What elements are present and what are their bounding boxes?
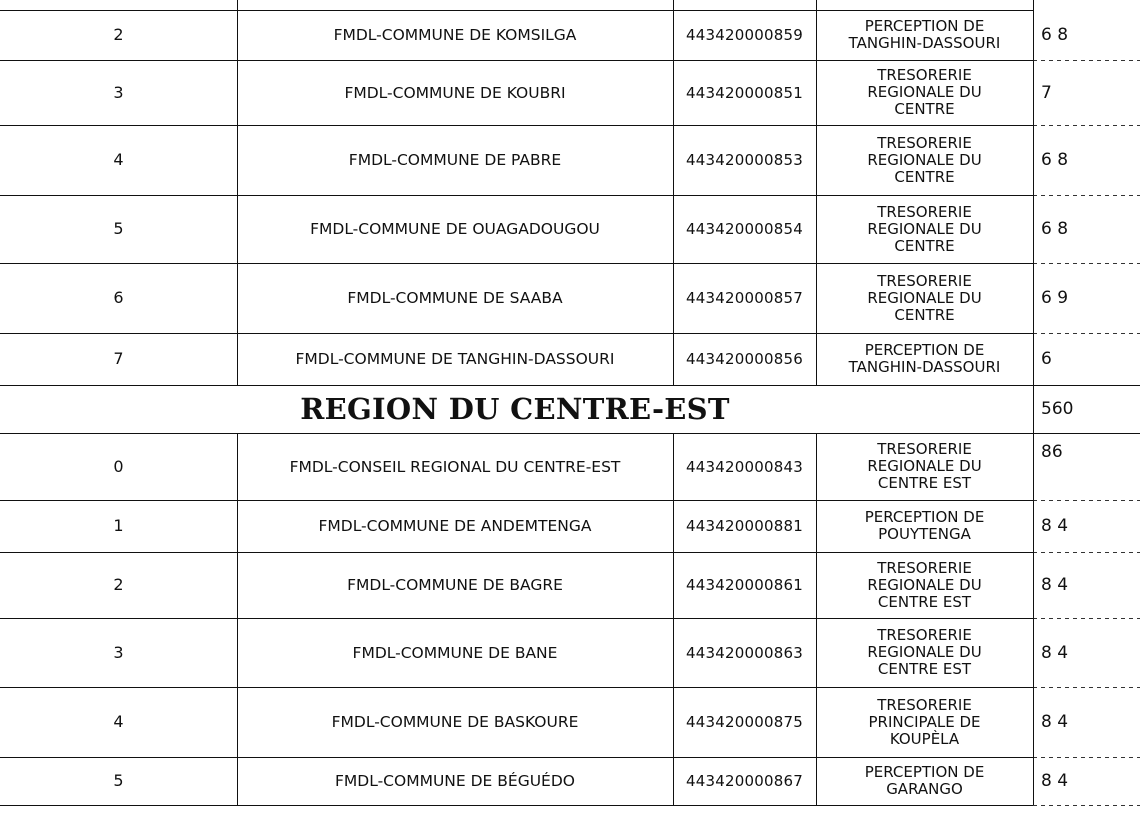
office-line: PERCEPTION DE (864, 341, 985, 359)
row-number: 3 (113, 82, 124, 102)
office-line: CENTRE EST (877, 474, 972, 492)
row-number: 4 (113, 150, 124, 169)
beneficiary-name: FMDL-COMMUNE DE PABRE (348, 151, 562, 169)
row-number: 5 (113, 771, 124, 790)
office-line: KOUPÈLA (889, 729, 960, 748)
beneficiary-name: FMDL-COMMUNE DE TANGHIN-DASSOURI (295, 350, 615, 368)
amount-cell: 8 4 (1041, 575, 1069, 595)
region-total: 560 (1041, 399, 1074, 419)
office-line: TANGHIN-DASSOURI (848, 34, 1001, 52)
account-number: 443420000853 (686, 151, 803, 169)
account-number: 443420000867 (686, 772, 803, 790)
office-line: TRESORERIE (877, 626, 972, 644)
office-line: TRESORERIE (877, 558, 972, 577)
office-line: REGIONALE DU (867, 457, 982, 475)
treasury-office-cell (816, 195, 1033, 263)
amount-cell: 6 8 (1041, 25, 1069, 45)
office-line: TRESORERIE (877, 66, 972, 84)
office-line: PERCEPTION DE (864, 508, 985, 526)
account-number: 443420000856 (686, 350, 803, 368)
office-line: CENTRE (894, 100, 955, 118)
account-number: 443420000863 (686, 643, 803, 662)
account-number: 443420000857 (686, 289, 803, 307)
office-line: TRESORERIE (877, 133, 972, 152)
treasury-office-cell (816, 263, 1033, 333)
office-line: CENTRE EST (877, 660, 972, 678)
row-number: 2 (113, 575, 124, 594)
office-line: POUYTENGA (878, 525, 971, 543)
account-number: 443420000843 (686, 457, 803, 476)
office-line: REGIONALE DU (867, 83, 982, 101)
account-number: 443420000859 (686, 26, 803, 44)
beneficiary-name: FMDL-COMMUNE DE ANDEMTENGA (318, 517, 592, 535)
treasury-office-cell (816, 60, 1033, 125)
table-rule-dashed (1033, 805, 1140, 806)
treasury-office-cell (816, 500, 1033, 552)
account-number: 443420000854 (686, 220, 803, 238)
treasury-office-cell (816, 10, 1033, 60)
office-line: TRESORERIE (877, 695, 972, 714)
office-line: PRINCIPALE DE (868, 712, 981, 731)
office-line: REGIONALE DU (867, 575, 982, 594)
beneficiary-name: FMDL-COMMUNE DE BÉGUÉDO (335, 772, 575, 790)
amount-cell: 6 9 (1041, 288, 1069, 308)
office-line: CENTRE (894, 167, 955, 186)
office-line: REGIONALE DU (867, 219, 982, 238)
row-number: 0 (113, 456, 124, 476)
row-number: 7 (113, 349, 124, 368)
amount-cell: 8 4 (1041, 771, 1069, 791)
row-number: 3 (113, 642, 124, 662)
table-rule (0, 805, 1033, 806)
row-number: 5 (113, 219, 124, 238)
office-line: CENTRE EST (877, 592, 972, 611)
account-number: 443420000861 (686, 576, 803, 594)
beneficiary-name: FMDL-COMMUNE DE KOMSILGA (333, 26, 577, 44)
region-heading: REGION DU CENTRE-EST (300, 392, 730, 426)
beneficiary-name: FMDL-CONSEIL REGIONAL DU CENTRE-EST (289, 457, 621, 476)
treasury-office-cell (816, 757, 1033, 805)
office-line: TRESORERIE (877, 202, 972, 221)
office-line: REGIONALE DU (867, 150, 982, 169)
office-line: CENTRE (894, 305, 955, 324)
account-number: 443420000881 (686, 517, 803, 535)
amount-cell: 6 8 (1041, 219, 1069, 239)
office-line: TANGHIN-DASSOURI (848, 358, 1001, 376)
office-line: PERCEPTION DE (864, 17, 985, 35)
office-line: GARANGO (886, 780, 963, 798)
row-number: 2 (113, 25, 124, 44)
beneficiary-name: FMDL-COMMUNE DE OUAGADOUGOU (310, 220, 600, 238)
beneficiary-name: FMDL-COMMUNE DE BAGRE (347, 576, 563, 594)
account-number: 443420000851 (686, 83, 803, 102)
treasury-office-cell (816, 687, 1033, 757)
office-line: TRESORERIE (877, 271, 972, 290)
account-number: 443420000875 (686, 713, 803, 731)
treasury-office-cell (816, 333, 1033, 385)
amount-cell: 8 4 (1041, 712, 1069, 732)
row-number: 6 (113, 288, 124, 307)
row-number: 1 (113, 516, 124, 535)
amount-cell: 86 (1041, 442, 1063, 462)
office-line: CENTRE (894, 236, 955, 255)
office-line: REGIONALE DU (867, 643, 982, 661)
beneficiary-name: FMDL-COMMUNE DE KOUBRI (344, 83, 566, 102)
amount-cell: 6 (1041, 349, 1052, 369)
amount-cell: 8 4 (1041, 516, 1069, 536)
treasury-office-cell (816, 433, 1033, 500)
treasury-office-cell (816, 125, 1033, 195)
amount-cell: 6 8 (1041, 150, 1069, 170)
amount-cell: 7 (1041, 82, 1052, 103)
treasury-office-cell (816, 618, 1033, 687)
office-line: REGIONALE DU (867, 288, 982, 307)
office-line: PERCEPTION DE (864, 763, 985, 781)
beneficiary-name: FMDL-COMMUNE DE BASKOURE (331, 713, 579, 731)
beneficiary-name: FMDL-COMMUNE DE SAABA (347, 289, 563, 307)
amount-cell: 8 4 (1041, 642, 1069, 663)
office-line: TRESORERIE (877, 440, 972, 458)
treasury-office-cell (816, 552, 1033, 618)
beneficiary-name: FMDL-COMMUNE DE BANE (352, 643, 558, 662)
row-number: 4 (113, 712, 124, 731)
